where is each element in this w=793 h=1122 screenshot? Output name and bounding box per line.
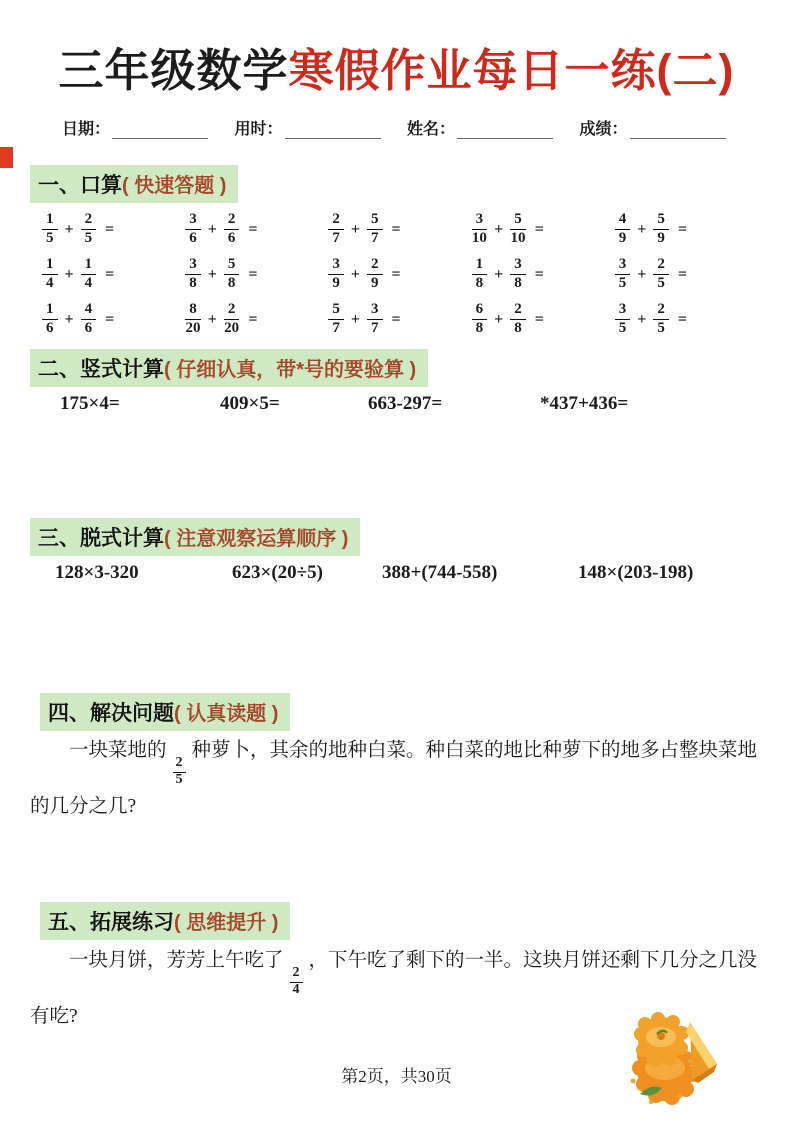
fraction-2 <box>653 302 669 337</box>
equals-sign: = <box>534 265 544 283</box>
fraction-numerator: 5 <box>367 212 383 230</box>
oral-problem <box>42 207 185 252</box>
oral-problem <box>615 207 758 252</box>
section-hint: ( 快速答题 ) <box>122 175 227 197</box>
plus-operator: + <box>494 310 504 328</box>
fraction-1 <box>185 212 201 247</box>
header-field-label: 日期： <box>62 121 111 138</box>
fraction-denominator: 5 <box>618 275 627 291</box>
fraction-denominator: 8 <box>475 320 484 336</box>
fraction-numerator: 2 <box>510 302 526 320</box>
inline-fraction <box>290 966 303 997</box>
header-field-label: 用时： <box>234 121 283 138</box>
fraction-1 <box>615 257 631 292</box>
section-title: 拓展练习 <box>90 911 174 934</box>
section-header-vertical-calc <box>30 349 428 387</box>
section-number: 五、 <box>48 911 90 934</box>
page-title-black: 三年级数学 <box>58 45 289 96</box>
section-hint: ( 认真读题 ) <box>174 703 279 725</box>
header-field <box>580 116 753 139</box>
fraction-2 <box>224 212 240 247</box>
plus-operator: + <box>637 265 647 283</box>
page-title <box>0 34 793 99</box>
header-field-blank-line <box>112 122 208 139</box>
plus-operator: + <box>350 310 361 328</box>
equals-sign: = <box>391 310 401 328</box>
header-field-label: 姓名： <box>407 121 456 138</box>
oral-problem <box>472 207 615 252</box>
plus-operator: + <box>494 265 504 283</box>
fraction-numerator: 6 <box>472 302 488 320</box>
fraction-denominator: 5 <box>84 230 93 246</box>
fraction-denominator: 5 <box>46 230 54 246</box>
fraction-denominator: 9 <box>371 275 379 291</box>
mooncake-illustration <box>620 1006 728 1115</box>
fraction-1 <box>42 302 58 337</box>
fraction-denominator: 9 <box>332 275 340 291</box>
fraction-1 <box>185 257 201 292</box>
red-margin-mark <box>0 147 13 168</box>
fraction-2 <box>81 257 97 292</box>
section-number: 二、 <box>38 358 80 381</box>
recursive-problem-2: 623×(20÷5) <box>232 562 323 583</box>
fraction-numerator: 3 <box>615 257 631 275</box>
fraction-2 <box>224 302 240 337</box>
vertical-problem-1: 175×4= <box>60 393 120 414</box>
oral-problem <box>42 252 185 297</box>
fraction-numerator: 2 <box>653 302 669 320</box>
fraction-1 <box>42 257 58 292</box>
equals-sign: = <box>105 220 115 238</box>
oral-problem <box>472 252 615 297</box>
oral-problem <box>328 297 471 342</box>
fraction-1 <box>328 212 344 247</box>
fraction-numerator: 5 <box>328 302 344 320</box>
fraction-2 <box>653 257 669 292</box>
fraction-denominator: 8 <box>475 275 484 291</box>
fraction-numerator: 1 <box>42 212 58 230</box>
fraction-denominator: 4 <box>84 275 93 291</box>
section-header-oral <box>30 165 238 203</box>
equals-sign: = <box>534 220 544 238</box>
fraction-denominator: 8 <box>514 320 522 336</box>
equals-sign: = <box>105 310 115 328</box>
fraction-numerator: 2 <box>224 302 240 320</box>
section-title: 脱式计算 <box>80 527 164 550</box>
fraction-1 <box>328 257 344 292</box>
mooncake-icon <box>620 1006 728 1110</box>
section-hint: ( 注意观察运算顺序 ) <box>164 528 349 550</box>
equals-sign: = <box>105 265 115 283</box>
plus-operator: + <box>207 220 217 238</box>
fraction-2 <box>653 212 669 247</box>
fraction-denominator: 5 <box>175 771 183 787</box>
plus-operator: + <box>494 220 504 238</box>
header-field-label: 成绩： <box>579 121 628 138</box>
equals-sign: = <box>248 310 258 328</box>
fraction-denominator: 6 <box>189 230 197 246</box>
fraction-numerator: 1 <box>42 302 58 320</box>
fraction-denominator: 6 <box>227 230 236 246</box>
section-title: 口算 <box>80 174 122 197</box>
section-hint: ( 仔细认真，带*号的要验算 ) <box>164 359 417 381</box>
section-number: 四、 <box>48 702 90 725</box>
fraction-1 <box>472 212 488 247</box>
plus-operator: + <box>64 220 74 238</box>
fraction-numerator: 3 <box>367 302 383 320</box>
oral-problem <box>185 207 328 252</box>
fraction-numerator: 3 <box>185 257 201 275</box>
fraction-denominator: 20 <box>185 320 201 336</box>
plus-operator: + <box>64 310 74 328</box>
word-problem-prefix: 一块菜地的 <box>69 740 167 761</box>
fraction-denominator: 7 <box>332 320 340 336</box>
section-header-extension <box>40 902 290 940</box>
fraction-2 <box>367 257 383 292</box>
fraction-1 <box>328 302 344 337</box>
fraction-denominator: 9 <box>618 230 627 246</box>
oral-problem <box>328 207 471 252</box>
equals-sign: = <box>391 220 401 238</box>
fraction-denominator: 9 <box>657 230 665 246</box>
fraction-1 <box>42 212 58 247</box>
vertical-problem-3: 663-297= <box>368 393 443 414</box>
fraction-1 <box>615 212 631 247</box>
equals-sign: = <box>677 220 688 238</box>
oral-problem <box>472 297 615 342</box>
extension-problem-suffix: ，下午吃了剩下的一半。这块月饼还剩下几分之几没有吃? <box>30 950 758 1028</box>
fraction-1 <box>472 302 488 337</box>
fraction-numerator: 3 <box>510 257 526 275</box>
fraction-numerator: 3 <box>615 302 631 320</box>
fraction-numerator: 1 <box>42 257 58 275</box>
fraction-denominator: 4 <box>292 981 300 997</box>
fraction-numerator: 2 <box>290 966 303 983</box>
vertical-problem-4: *437+436= <box>540 393 629 414</box>
fraction-numerator: 5 <box>510 212 526 230</box>
fraction-denominator: 20 <box>224 320 240 336</box>
fraction-2 <box>510 212 526 247</box>
fraction-denominator: 7 <box>332 230 340 246</box>
fraction-1 <box>185 302 201 337</box>
header-field-blank-line <box>285 122 381 139</box>
equals-sign: = <box>248 220 258 238</box>
extension-problem-prefix: 一块月饼，芳芳上午吃了 <box>69 950 284 971</box>
section-number: 一、 <box>38 174 80 197</box>
header-field-blank-line <box>630 122 726 139</box>
oral-problem <box>42 297 185 342</box>
equals-sign: = <box>677 265 688 283</box>
recursive-problem-3: 388+(744-558) <box>382 562 498 583</box>
page-title-red: 寒假作业每日一练(二) <box>288 45 735 96</box>
plus-operator: + <box>207 310 217 328</box>
fraction-denominator: 8 <box>227 275 236 291</box>
fraction-numerator: 3 <box>328 257 344 275</box>
fraction-numerator: 2 <box>328 212 344 230</box>
fraction-denominator: 10 <box>510 230 526 246</box>
fraction-numerator: 5 <box>653 212 669 230</box>
fraction-numerator: 1 <box>472 257 488 275</box>
plus-operator: + <box>637 310 647 328</box>
fraction-1 <box>472 257 488 292</box>
header-fields-row <box>62 116 752 139</box>
fraction-numerator: 2 <box>224 212 240 230</box>
inline-fraction <box>173 756 186 787</box>
fraction-2 <box>224 257 240 292</box>
plus-operator: + <box>64 265 74 283</box>
fraction-2 <box>367 302 383 337</box>
fraction-denominator: 7 <box>371 230 379 246</box>
fraction-2 <box>510 302 526 337</box>
plus-operator: + <box>637 220 647 238</box>
fraction-numerator: 8 <box>185 302 201 320</box>
recursive-problem-4: 148×(203-198) <box>578 562 694 583</box>
section-header-word-problem <box>40 693 290 731</box>
fraction-numerator: 2 <box>653 257 669 275</box>
fraction-denominator: 6 <box>84 320 93 336</box>
section-title: 解决问题 <box>90 702 174 725</box>
fraction-numerator: 2 <box>173 756 186 773</box>
fraction-numerator: 3 <box>472 212 488 230</box>
header-field-blank-line <box>457 122 553 139</box>
fraction-2 <box>81 212 97 247</box>
fraction-numerator: 4 <box>615 212 631 230</box>
equals-sign: = <box>248 265 258 283</box>
fraction-2 <box>81 302 97 337</box>
word-problem-suffix: 种萝卜，其余的地种白菜。种白菜的地比种萝下的地多占整块菜地的几分之几? <box>30 740 758 818</box>
recursive-problem-1: 128×3-320 <box>55 562 139 583</box>
fraction-denominator: 5 <box>657 275 665 291</box>
oral-problems-grid <box>42 207 758 342</box>
header-field <box>407 116 580 139</box>
equals-sign: = <box>677 310 688 328</box>
fraction-numerator: 5 <box>224 257 240 275</box>
fraction-numerator: 2 <box>367 257 383 275</box>
fraction-denominator: 8 <box>514 275 522 291</box>
fraction-numerator: 2 <box>81 212 97 230</box>
fraction-denominator: 7 <box>371 320 379 336</box>
section-number: 三、 <box>38 527 80 550</box>
fraction-denominator: 5 <box>657 320 665 336</box>
fraction-numerator: 4 <box>81 302 97 320</box>
equals-sign: = <box>534 310 544 328</box>
fraction-1 <box>615 302 631 337</box>
section-header-recursive-calc <box>30 518 360 556</box>
fraction-2 <box>510 257 526 292</box>
fraction-denominator: 10 <box>471 230 487 246</box>
section-hint: ( 思维提升 ) <box>174 912 279 934</box>
vertical-problem-2: 409×5= <box>220 393 280 414</box>
fraction-denominator: 4 <box>46 275 54 291</box>
equals-sign: = <box>391 265 401 283</box>
header-field <box>62 116 235 139</box>
section-title: 竖式计算 <box>80 358 164 381</box>
fraction-denominator: 5 <box>618 320 627 336</box>
fraction-denominator: 6 <box>46 320 54 336</box>
oral-problem <box>615 297 758 342</box>
oral-problem <box>328 252 471 297</box>
fraction-numerator: 3 <box>185 212 201 230</box>
word-problem-text <box>30 731 768 827</box>
oral-problem <box>185 252 328 297</box>
oral-problem <box>185 297 328 342</box>
fraction-2 <box>367 212 383 247</box>
fraction-numerator: 1 <box>81 257 97 275</box>
page-number-footer: 第2页，共30页 <box>341 1067 452 1086</box>
oral-problem <box>615 252 758 297</box>
plus-operator: + <box>350 220 361 238</box>
fraction-denominator: 8 <box>189 275 197 291</box>
header-field <box>235 116 408 139</box>
plus-operator: + <box>207 265 217 283</box>
plus-operator: + <box>350 265 361 283</box>
